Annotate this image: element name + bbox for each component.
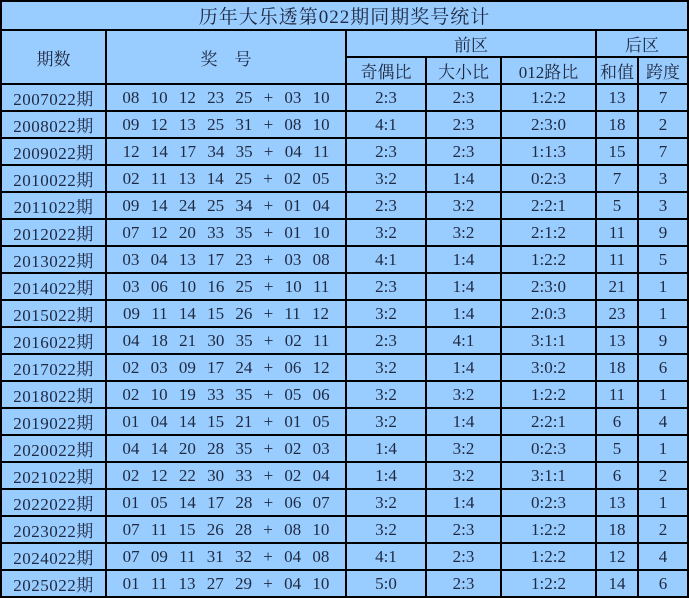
road-012-ratio-cell: 2:3:0	[501, 111, 596, 138]
page-title: 历年大乐透第022期同期奖号统计	[1, 1, 688, 30]
period-cell: 2011022期	[1, 192, 106, 219]
sum-cell: 13	[596, 489, 638, 516]
big-small-ratio-cell: 2:3	[426, 543, 501, 570]
span-cell: 6	[638, 570, 688, 597]
big-small-ratio-cell: 1:4	[426, 246, 501, 273]
winning-numbers-cell: 02 10 19 33 35 + 05 06	[106, 381, 346, 408]
table-row	[1, 516, 688, 543]
column-header-numbers: 奖 号	[106, 30, 346, 84]
table-row	[1, 543, 688, 570]
span-cell: 2	[638, 462, 688, 489]
span-cell: 2	[638, 111, 688, 138]
winning-numbers-cell: 02 11 13 14 25 + 02 05	[106, 165, 346, 192]
span-cell: 1	[638, 381, 688, 408]
sum-cell: 5	[596, 192, 638, 219]
span-cell: 3	[638, 165, 688, 192]
big-small-ratio-cell: 3:2	[426, 435, 501, 462]
big-small-ratio-cell: 1:4	[426, 300, 501, 327]
period-cell: 2017022期	[1, 354, 106, 381]
table-row	[1, 381, 688, 408]
odd-even-ratio-cell: 2:3	[346, 273, 426, 300]
period-cell: 2022022期	[1, 489, 106, 516]
road-012-ratio-cell: 2:2:1	[501, 408, 596, 435]
odd-even-ratio-cell: 3:2	[346, 219, 426, 246]
span-cell: 1	[638, 300, 688, 327]
sum-cell: 5	[596, 435, 638, 462]
road-012-ratio-cell: 1:2:2	[501, 516, 596, 543]
table-row	[1, 219, 688, 246]
road-012-ratio-cell: 3:1:1	[501, 327, 596, 354]
winning-numbers-cell: 04 18 21 30 35 + 02 11	[106, 327, 346, 354]
column-group-front-zone: 前区	[346, 30, 596, 57]
winning-numbers-cell: 12 14 17 34 35 + 04 11	[106, 138, 346, 165]
period-cell: 2025022期	[1, 570, 106, 597]
big-small-ratio-cell: 1:4	[426, 354, 501, 381]
table-row	[1, 84, 688, 111]
span-cell: 9	[638, 219, 688, 246]
sum-cell: 18	[596, 354, 638, 381]
column-header-sum: 和值	[596, 57, 638, 84]
road-012-ratio-cell: 1:2:2	[501, 246, 596, 273]
column-header-odd-even-ratio: 奇偶比	[346, 57, 426, 84]
road-012-ratio-cell: 1:2:2	[501, 543, 596, 570]
span-cell: 3	[638, 192, 688, 219]
road-012-ratio-cell: 2:2:1	[501, 192, 596, 219]
span-cell: 6	[638, 354, 688, 381]
odd-even-ratio-cell: 1:4	[346, 435, 426, 462]
winning-numbers-cell: 09 14 24 25 34 + 01 04	[106, 192, 346, 219]
span-cell: 2	[638, 516, 688, 543]
odd-even-ratio-cell: 3:2	[346, 408, 426, 435]
period-cell: 2009022期	[1, 138, 106, 165]
winning-numbers-cell: 07 11 15 26 28 + 08 10	[106, 516, 346, 543]
odd-even-ratio-cell: 2:3	[346, 84, 426, 111]
table-row	[1, 138, 688, 165]
road-012-ratio-cell: 1:2:2	[501, 570, 596, 597]
period-cell: 2018022期	[1, 381, 106, 408]
span-cell: 4	[638, 408, 688, 435]
winning-numbers-cell: 03 04 13 17 23 + 03 08	[106, 246, 346, 273]
road-012-ratio-cell: 0:2:3	[501, 165, 596, 192]
period-cell: 2016022期	[1, 327, 106, 354]
odd-even-ratio-cell: 3:2	[346, 516, 426, 543]
period-cell: 2012022期	[1, 219, 106, 246]
table-row	[1, 300, 688, 327]
period-cell: 2007022期	[1, 84, 106, 111]
period-cell: 2010022期	[1, 165, 106, 192]
winning-numbers-cell: 04 14 20 28 35 + 02 03	[106, 435, 346, 462]
table-row	[1, 246, 688, 273]
sum-cell: 11	[596, 219, 638, 246]
odd-even-ratio-cell: 4:1	[346, 111, 426, 138]
sum-cell: 18	[596, 111, 638, 138]
road-012-ratio-cell: 2:0:3	[501, 300, 596, 327]
big-small-ratio-cell: 3:2	[426, 462, 501, 489]
span-cell: 5	[638, 246, 688, 273]
big-small-ratio-cell: 2:3	[426, 570, 501, 597]
big-small-ratio-cell: 2:3	[426, 111, 501, 138]
road-012-ratio-cell: 0:2:3	[501, 435, 596, 462]
table-body	[1, 84, 688, 597]
big-small-ratio-cell: 3:2	[426, 219, 501, 246]
span-cell: 9	[638, 327, 688, 354]
sum-cell: 11	[596, 246, 638, 273]
big-small-ratio-cell: 2:3	[426, 84, 501, 111]
span-cell: 1	[638, 435, 688, 462]
sum-cell: 14	[596, 570, 638, 597]
period-cell: 2013022期	[1, 246, 106, 273]
span-cell: 7	[638, 84, 688, 111]
road-012-ratio-cell: 1:2:2	[501, 381, 596, 408]
winning-numbers-cell: 02 12 22 30 33 + 02 04	[106, 462, 346, 489]
table-row	[1, 192, 688, 219]
sum-cell: 12	[596, 543, 638, 570]
column-group-back-zone: 后区	[596, 30, 688, 57]
span-cell: 1	[638, 489, 688, 516]
road-012-ratio-cell: 3:0:2	[501, 354, 596, 381]
big-small-ratio-cell: 1:4	[426, 165, 501, 192]
span-cell: 1	[638, 273, 688, 300]
column-header-period: 期数	[1, 30, 106, 84]
period-cell: 2014022期	[1, 273, 106, 300]
sum-cell: 13	[596, 84, 638, 111]
period-cell: 2019022期	[1, 408, 106, 435]
sum-cell: 13	[596, 327, 638, 354]
table-row	[1, 408, 688, 435]
sum-cell: 18	[596, 516, 638, 543]
road-012-ratio-cell: 1:1:3	[501, 138, 596, 165]
title-row	[1, 1, 688, 30]
winning-numbers-cell: 07 12 20 33 35 + 01 10	[106, 219, 346, 246]
table-row	[1, 462, 688, 489]
big-small-ratio-cell: 1:4	[426, 273, 501, 300]
odd-even-ratio-cell: 2:3	[346, 327, 426, 354]
span-cell: 7	[638, 138, 688, 165]
period-cell: 2015022期	[1, 300, 106, 327]
table-row	[1, 165, 688, 192]
winning-numbers-cell: 01 04 14 15 21 + 01 05	[106, 408, 346, 435]
odd-even-ratio-cell: 1:4	[346, 462, 426, 489]
column-header-big-small-ratio: 大小比	[426, 57, 501, 84]
column-header-span: 跨度	[638, 57, 688, 84]
sum-cell: 6	[596, 462, 638, 489]
odd-even-ratio-cell: 4:1	[346, 543, 426, 570]
table-row	[1, 435, 688, 462]
odd-even-ratio-cell: 3:2	[346, 300, 426, 327]
odd-even-ratio-cell: 2:3	[346, 138, 426, 165]
sum-cell: 6	[596, 408, 638, 435]
odd-even-ratio-cell: 3:2	[346, 381, 426, 408]
winning-numbers-cell: 09 12 13 25 31 + 08 10	[106, 111, 346, 138]
road-012-ratio-cell: 2:1:2	[501, 219, 596, 246]
table-row	[1, 354, 688, 381]
period-cell: 2008022期	[1, 111, 106, 138]
odd-even-ratio-cell: 5:0	[346, 570, 426, 597]
table-row	[1, 273, 688, 300]
big-small-ratio-cell: 1:4	[426, 408, 501, 435]
winning-numbers-cell: 09 11 14 15 26 + 11 12	[106, 300, 346, 327]
big-small-ratio-cell: 3:2	[426, 381, 501, 408]
odd-even-ratio-cell: 3:2	[346, 354, 426, 381]
winning-numbers-cell: 07 09 11 31 32 + 04 08	[106, 543, 346, 570]
odd-even-ratio-cell: 3:2	[346, 165, 426, 192]
winning-numbers-cell: 03 06 10 16 25 + 10 11	[106, 273, 346, 300]
sum-cell: 21	[596, 273, 638, 300]
table-row	[1, 111, 688, 138]
table-row	[1, 327, 688, 354]
sum-cell: 7	[596, 165, 638, 192]
winning-numbers-cell: 01 05 14 17 28 + 06 07	[106, 489, 346, 516]
odd-even-ratio-cell: 2:3	[346, 192, 426, 219]
sum-cell: 23	[596, 300, 638, 327]
period-cell: 2023022期	[1, 516, 106, 543]
big-small-ratio-cell: 4:1	[426, 327, 501, 354]
big-small-ratio-cell: 2:3	[426, 138, 501, 165]
table-row	[1, 489, 688, 516]
period-cell: 2020022期	[1, 435, 106, 462]
sum-cell: 11	[596, 381, 638, 408]
sum-cell: 15	[596, 138, 638, 165]
period-cell: 2021022期	[1, 462, 106, 489]
road-012-ratio-cell: 0:2:3	[501, 489, 596, 516]
column-header-012-road-ratio: 012路比	[501, 57, 596, 84]
big-small-ratio-cell: 3:2	[426, 192, 501, 219]
period-cell: 2024022期	[1, 543, 106, 570]
odd-even-ratio-cell: 3:2	[346, 489, 426, 516]
winning-numbers-cell: 08 10 12 23 25 + 03 10	[106, 84, 346, 111]
header-row-groups	[1, 30, 688, 57]
road-012-ratio-cell: 2:3:0	[501, 273, 596, 300]
big-small-ratio-cell: 1:4	[426, 489, 501, 516]
road-012-ratio-cell: 1:2:2	[501, 84, 596, 111]
big-small-ratio-cell: 2:3	[426, 516, 501, 543]
road-012-ratio-cell: 3:1:1	[501, 462, 596, 489]
table-row	[1, 570, 688, 597]
winning-numbers-cell: 01 11 13 27 29 + 04 10	[106, 570, 346, 597]
winning-numbers-cell: 02 03 09 17 24 + 06 12	[106, 354, 346, 381]
span-cell: 4	[638, 543, 688, 570]
odd-even-ratio-cell: 4:1	[346, 246, 426, 273]
